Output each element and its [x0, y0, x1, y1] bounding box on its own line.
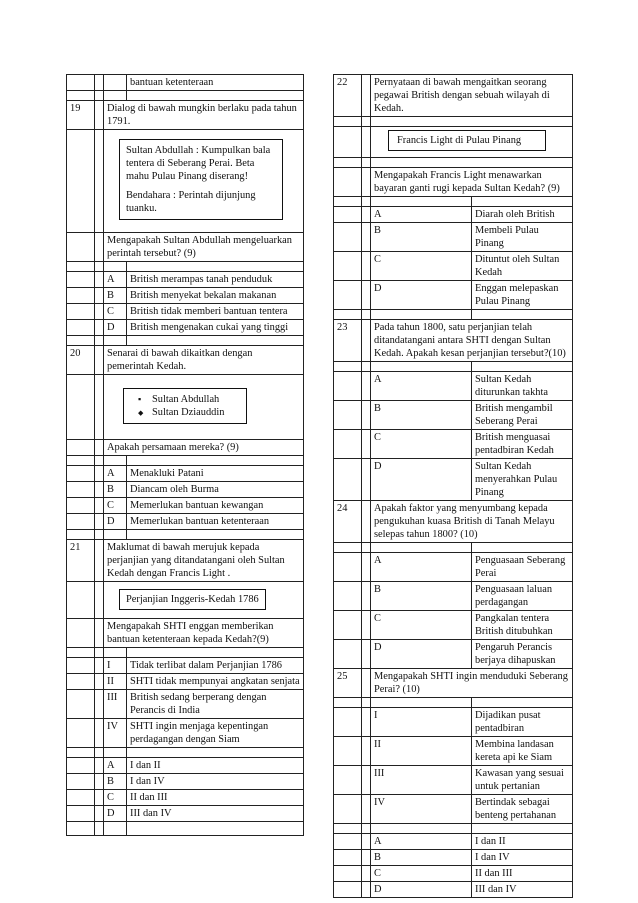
- option-row[interactable]: [67, 774, 304, 790]
- option-letter: C: [104, 498, 127, 514]
- option-letter: B: [104, 774, 127, 790]
- option-text: Penguasaan laluan perdagangan: [472, 582, 573, 611]
- statement-row: [334, 708, 573, 737]
- question-22: [334, 75, 573, 117]
- question-stem: Apakah faktor yang menyumbang kepada pengukuhan kuasa British di Tanah Melayu selepas tahun 1800? (10): [371, 501, 573, 543]
- option-letter: C: [104, 304, 127, 320]
- question-number: 20: [67, 346, 95, 375]
- option-row[interactable]: [334, 207, 573, 223]
- question-stem: Pada tahun 1800, satu perjanjian telah ditandatangani antara SHTI dengan Sultan Kedah. Apakah kesan perjanjian tersebut?(10): [371, 320, 573, 362]
- option-row[interactable]: [334, 281, 573, 310]
- option-letter: C: [371, 611, 472, 640]
- statement-row: [334, 795, 573, 824]
- option-letter: B: [371, 401, 472, 430]
- option-text: Enggan melepaskan Pulau Pinang: [472, 281, 573, 310]
- statement-numeral: III: [104, 690, 127, 719]
- option-text: Pangkalan tentera British ditubuhkan: [472, 611, 573, 640]
- option-text: Diancam oleh Burma: [127, 482, 304, 498]
- option-row[interactable]: [334, 582, 573, 611]
- statement-text: SHTI ingin menjaga kepentingan perdagangan dengan Siam: [127, 719, 304, 748]
- option-letter: B: [371, 582, 472, 611]
- question-number: 23: [334, 320, 362, 362]
- option-text: III dan IV: [127, 806, 304, 822]
- question-stem: Senarai di bawah dikaitkan dengan pemerintah Kedah.: [104, 346, 304, 375]
- question-23: [334, 320, 573, 362]
- option-letter: B: [104, 482, 127, 498]
- dialog-line-sultan: Sultan Abdullah : Kumpulkan bala tentera di Seberang Perai. Beta mahu Pulau Pinang diserang!: [126, 145, 271, 182]
- option-row[interactable]: [67, 304, 304, 320]
- question-20: [67, 346, 304, 375]
- option-text: Penguasaan Seberang Perai: [472, 553, 573, 582]
- option-text: I dan IV: [472, 850, 573, 866]
- question-number: 25: [334, 669, 362, 698]
- option-row[interactable]: [67, 272, 304, 288]
- option-letter: C: [371, 430, 472, 459]
- option-letter: B: [371, 223, 472, 252]
- option-row[interactable]: [334, 553, 573, 582]
- option-text: Pengaruh Perancis berjaya dihapuskan: [472, 640, 573, 669]
- statement-text: British sedang berperang dengan Perancis di India: [127, 690, 304, 719]
- option-letter: D: [104, 806, 127, 822]
- option-letter: B: [371, 850, 472, 866]
- option-text: British mengambil Seberang Perai: [472, 401, 573, 430]
- statement-numeral: I: [371, 708, 472, 737]
- option-text: Membeli Pulau Pinang: [472, 223, 573, 252]
- dialog-line-bendahara: Bendahara : Perintah dijunjung tuanku.: [126, 190, 256, 214]
- option-row[interactable]: [334, 401, 573, 430]
- statement-text: Bertindak sebagai benteng pertahanan: [472, 795, 573, 824]
- statement-text: Dijadikan pusat pentadbiran: [472, 708, 573, 737]
- question-number: 21: [67, 540, 95, 582]
- statement-numeral: IV: [104, 719, 127, 748]
- option-letter: A: [104, 272, 127, 288]
- statement-row: [67, 674, 304, 690]
- question-prompt: Mengapakah Francis Light menawarkan bayaran ganti rugi kepada Sultan Kedah? (9): [371, 168, 573, 197]
- right-column: [333, 74, 573, 898]
- left-column: [66, 74, 304, 836]
- option-text: II dan III: [127, 790, 304, 806]
- option-letter: A: [104, 466, 127, 482]
- dialog-box: [119, 139, 283, 220]
- option-text: British menyekat bekalan makanan: [127, 288, 304, 304]
- option-text: Menakluki Patani: [127, 466, 304, 482]
- prev-question-tail: bantuan ketenteraan: [127, 75, 304, 91]
- option-text: Memerlukan bantuan kewangan: [127, 498, 304, 514]
- question-19: [67, 101, 304, 130]
- list-item: ◆ Sultan Dziauddin: [130, 406, 240, 419]
- statement-row: [67, 719, 304, 748]
- left-question-table: [66, 74, 304, 836]
- statement-row: [67, 690, 304, 719]
- ruler-list-box: [123, 388, 247, 424]
- option-letter: D: [371, 459, 472, 501]
- option-row[interactable]: [334, 372, 573, 401]
- statement-text: SHTI tidak mempunyai angkatan senjata: [127, 674, 304, 690]
- statement-numeral: III: [371, 766, 472, 795]
- question-prompt: Mengapakah SHTI enggan memberikan bantuan ketenteraan kepada Kedah?(9): [104, 619, 304, 648]
- question-stem: Maklumat di bawah merujuk kepada perjanjian yang ditandatangani oleh Sultan Kedah dengan Francis Light .: [104, 540, 304, 582]
- option-letter: A: [371, 834, 472, 850]
- option-letter: A: [104, 758, 127, 774]
- option-letter: D: [371, 281, 472, 310]
- question-24: [334, 501, 573, 543]
- question-number: 24: [334, 501, 362, 543]
- option-text: British mengenakan cukai yang tinggi: [127, 320, 304, 336]
- option-letter: A: [371, 207, 472, 223]
- question-number: 22: [334, 75, 362, 117]
- statement-text: Kawasan yang sesuai untuk pertanian: [472, 766, 573, 795]
- option-text: II dan III: [472, 866, 573, 882]
- option-row[interactable]: [67, 288, 304, 304]
- option-row[interactable]: [334, 223, 573, 252]
- question-21: [67, 540, 304, 582]
- option-row[interactable]: [67, 514, 304, 530]
- option-text: I dan IV: [127, 774, 304, 790]
- statement-text: Membina landasan kereta api ke Siam: [472, 737, 573, 766]
- option-row[interactable]: [67, 790, 304, 806]
- option-text: British merampas tanah penduduk: [127, 272, 304, 288]
- question-25: [334, 669, 573, 698]
- option-row[interactable]: [334, 866, 573, 882]
- option-text: Memerlukan bantuan ketenteraan: [127, 514, 304, 530]
- option-letter: C: [104, 790, 127, 806]
- option-letter: C: [371, 252, 472, 281]
- statement-row: [334, 766, 573, 795]
- option-text: I dan II: [127, 758, 304, 774]
- option-row[interactable]: [67, 482, 304, 498]
- statement-numeral: I: [104, 658, 127, 674]
- statement-text: Tidak terlibat dalam Perjanjian 1786: [127, 658, 304, 674]
- question-prompt: Apakah persamaan mereka? (9): [104, 440, 304, 456]
- option-letter: B: [104, 288, 127, 304]
- question-stem: Mengapakah SHTI ingin menduduki Seberang Perai? (10): [371, 669, 573, 698]
- statement-row: [67, 658, 304, 674]
- statement-row: [334, 737, 573, 766]
- option-row[interactable]: [334, 850, 573, 866]
- option-row[interactable]: [67, 466, 304, 482]
- option-text: Dituntut oleh Sultan Kedah: [472, 252, 573, 281]
- question-stem: Pernyataan di bawah mengaitkan seorang pegawai British dengan sebuah wilayah di Kedah.: [371, 75, 573, 117]
- option-text: Diarah oleh British: [472, 207, 573, 223]
- statement-numeral: II: [104, 674, 127, 690]
- option-letter: A: [371, 372, 472, 401]
- option-letter: D: [104, 514, 127, 530]
- option-row[interactable]: [334, 459, 573, 501]
- statement-box: Francis Light di Pulau Pinang: [388, 130, 546, 151]
- option-text: Sultan Kedah menyerahkan Pulau Pinang: [472, 459, 573, 501]
- option-letter: D: [371, 640, 472, 669]
- option-row[interactable]: [334, 834, 573, 850]
- statement-numeral: II: [371, 737, 472, 766]
- question-prompt: Mengapakah Sultan Abdullah mengeluarkan perintah tersebut? (9): [104, 233, 304, 262]
- option-letter: D: [371, 882, 472, 898]
- option-row[interactable]: [334, 882, 573, 898]
- option-letter: C: [371, 866, 472, 882]
- option-text: British menguasai pentadbiran Kedah: [472, 430, 573, 459]
- statement-numeral: IV: [371, 795, 472, 824]
- question-stem: Dialog di bawah mungkin berlaku pada tahun 1791.: [104, 101, 304, 130]
- treaty-box: Perjanjian Inggeris-Kedah 1786: [119, 589, 266, 610]
- option-letter: A: [371, 553, 472, 582]
- option-row[interactable]: [334, 611, 573, 640]
- option-row[interactable]: [334, 430, 573, 459]
- option-row[interactable]: [67, 806, 304, 822]
- option-text: Sultan Kedah diturunkan takhta: [472, 372, 573, 401]
- option-text: I dan II: [472, 834, 573, 850]
- option-row[interactable]: [334, 640, 573, 669]
- option-row[interactable]: [67, 498, 304, 514]
- option-row[interactable]: [67, 758, 304, 774]
- option-text: British tidak memberi bantuan tentera: [127, 304, 304, 320]
- question-number: 19: [67, 101, 95, 130]
- option-letter: D: [104, 320, 127, 336]
- option-text: III dan IV: [472, 882, 573, 898]
- option-row[interactable]: [67, 320, 304, 336]
- right-question-table: [333, 74, 573, 898]
- option-row[interactable]: [334, 252, 573, 281]
- list-item: ▪ Sultan Abdullah: [130, 393, 240, 406]
